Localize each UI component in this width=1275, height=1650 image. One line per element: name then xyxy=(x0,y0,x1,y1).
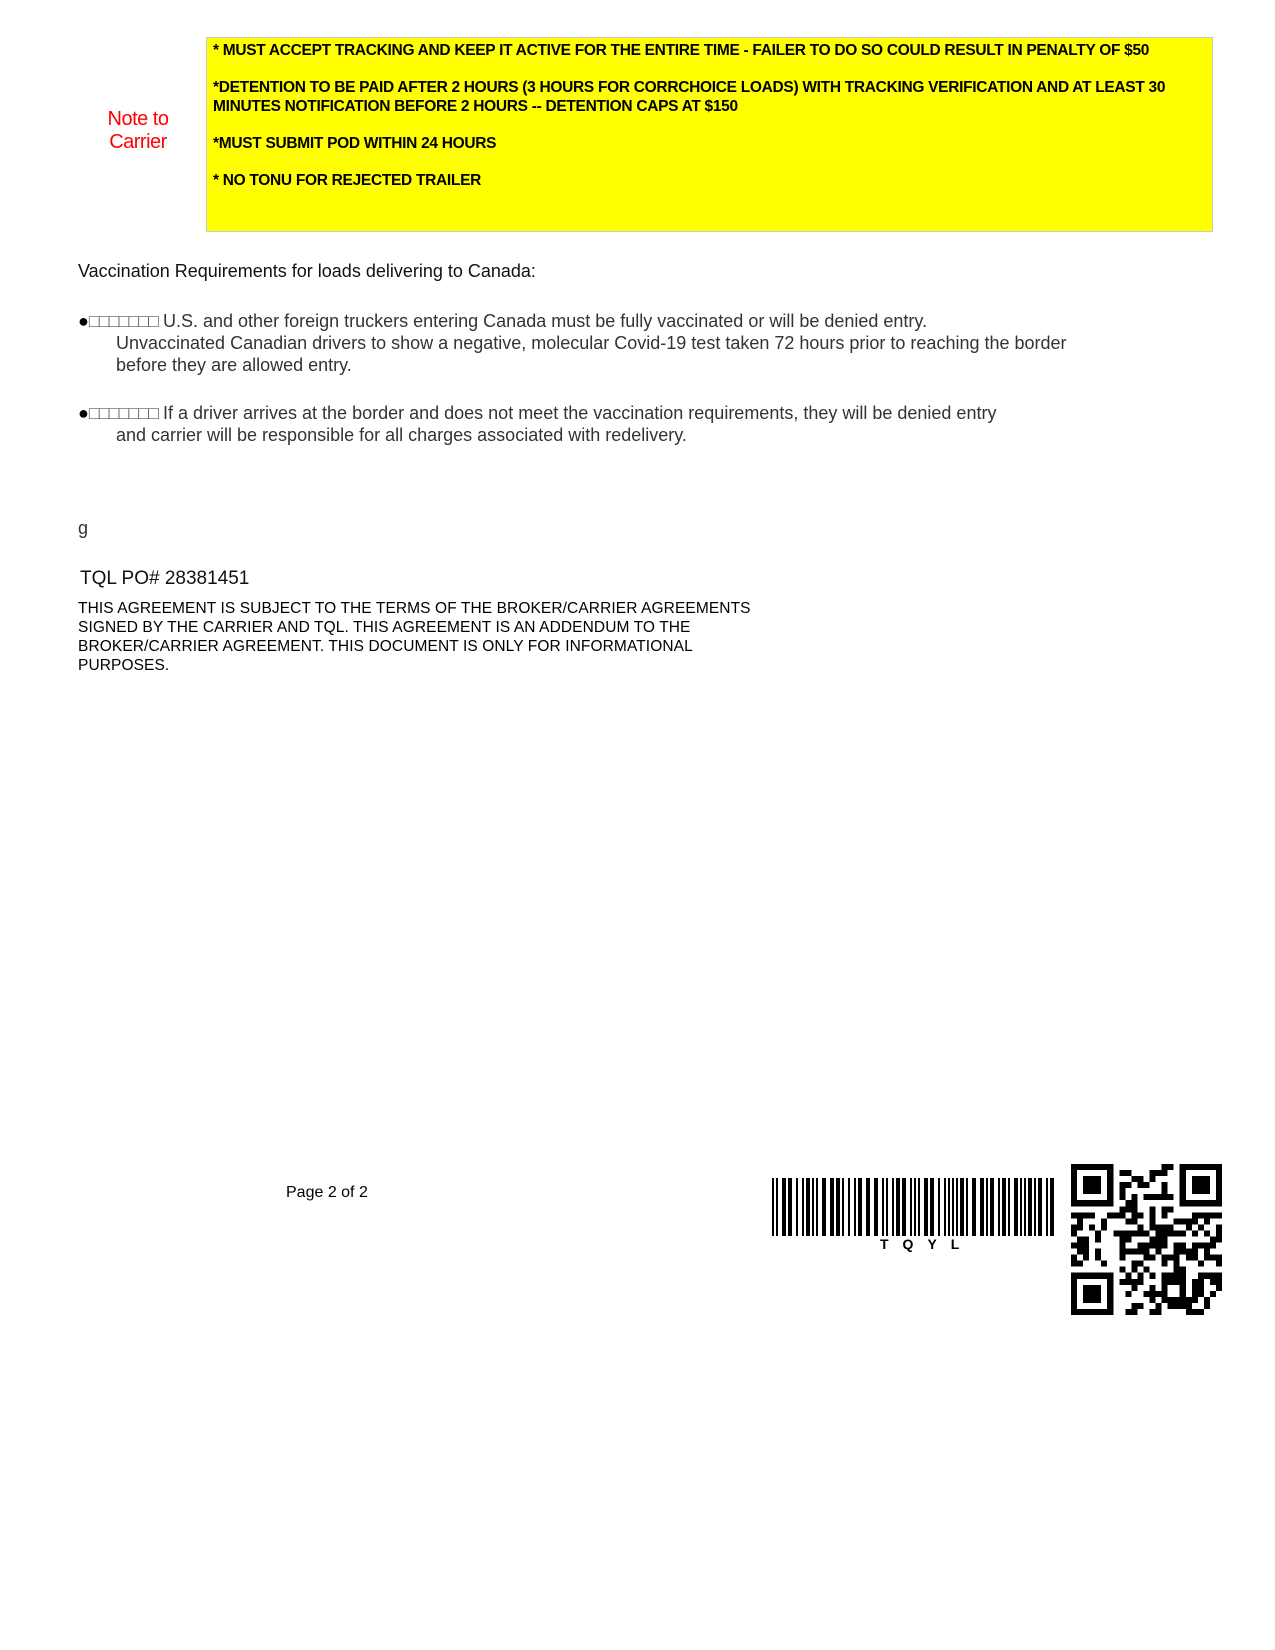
bullet-dot-icon: ● xyxy=(78,403,89,423)
page-number: Page 2 of 2 xyxy=(286,1184,368,1201)
vaccination-heading: Vaccination Requirements for loads delivering to Canada: xyxy=(78,261,536,281)
notice-item-pod: *MUST SUBMIT POD WITHIN 24 HOURS xyxy=(213,135,497,152)
bullet-2-continuation: and carrier will be responsible for all charges associated with redelivery. xyxy=(116,425,687,445)
agreement-disclaimer: THIS AGREEMENT IS SUBJECT TO THE TERMS OF THE BROKER/CARRIER AGREEMENTS SIGNED BY THE CARRIER AND TQL. THIS AGREEMENT IS AN ADDENDUM TO THE BROKER/CARRIER AGREEMENT. THIS DOCUMENT IS ONLY FOR INFORMATIONAL PURPOSES. xyxy=(78,600,751,674)
vaccination-bullet-1 xyxy=(78,310,1098,376)
bullet-1-continuation: Unvaccinated Canadian drivers to show a negative, molecular Covid-19 test taken 72 hours prior to reaching the border before they are allowed entry. xyxy=(116,333,1067,375)
bullet-2-text: If a driver arrives at the border and does not meet the vaccination requirements, they will be denied entry xyxy=(163,403,997,423)
barcode-caption: TQYL xyxy=(880,1236,974,1252)
notice-item-detention: *DETENTION TO BE PAID AFTER 2 HOURS (3 HOURS FOR CORRCHOICE LOADS) WITH TRACKING VERIFICATION AND AT LEAST 30 MINUTES NOTIFICATION BEFORE 2 HOURS -- DETENTION CAPS AT $150 xyxy=(213,79,1166,115)
note-label-line1: Note to xyxy=(107,108,169,130)
placeholder-boxes: □□□□□□□ xyxy=(88,311,158,331)
carrier-notice-box xyxy=(206,37,1213,232)
note-to-carrier-label xyxy=(96,108,180,154)
placeholder-boxes: □□□□□□□ xyxy=(88,403,158,423)
vaccination-bullet-2 xyxy=(78,402,1098,446)
qr-code-image xyxy=(1071,1164,1222,1315)
note-label-line2: Carrier xyxy=(109,131,167,153)
bullet-dot-icon: ● xyxy=(78,311,89,331)
stray-character: g xyxy=(78,518,89,538)
po-number: TQL PO# 28381451 xyxy=(80,568,250,589)
bullet-1-text: U.S. and other foreign truckers entering Canada must be fully vaccinated or will be denied entry. xyxy=(163,311,928,331)
notice-item-tonu: * NO TONU FOR REJECTED TRAILER xyxy=(213,172,482,189)
barcode-image xyxy=(772,1178,1055,1236)
notice-item-tracking: * MUST ACCEPT TRACKING AND KEEP IT ACTIVE FOR THE ENTIRE TIME - FAILER TO DO SO COULD RESULT IN PENALTY OF $50 xyxy=(213,42,1150,59)
